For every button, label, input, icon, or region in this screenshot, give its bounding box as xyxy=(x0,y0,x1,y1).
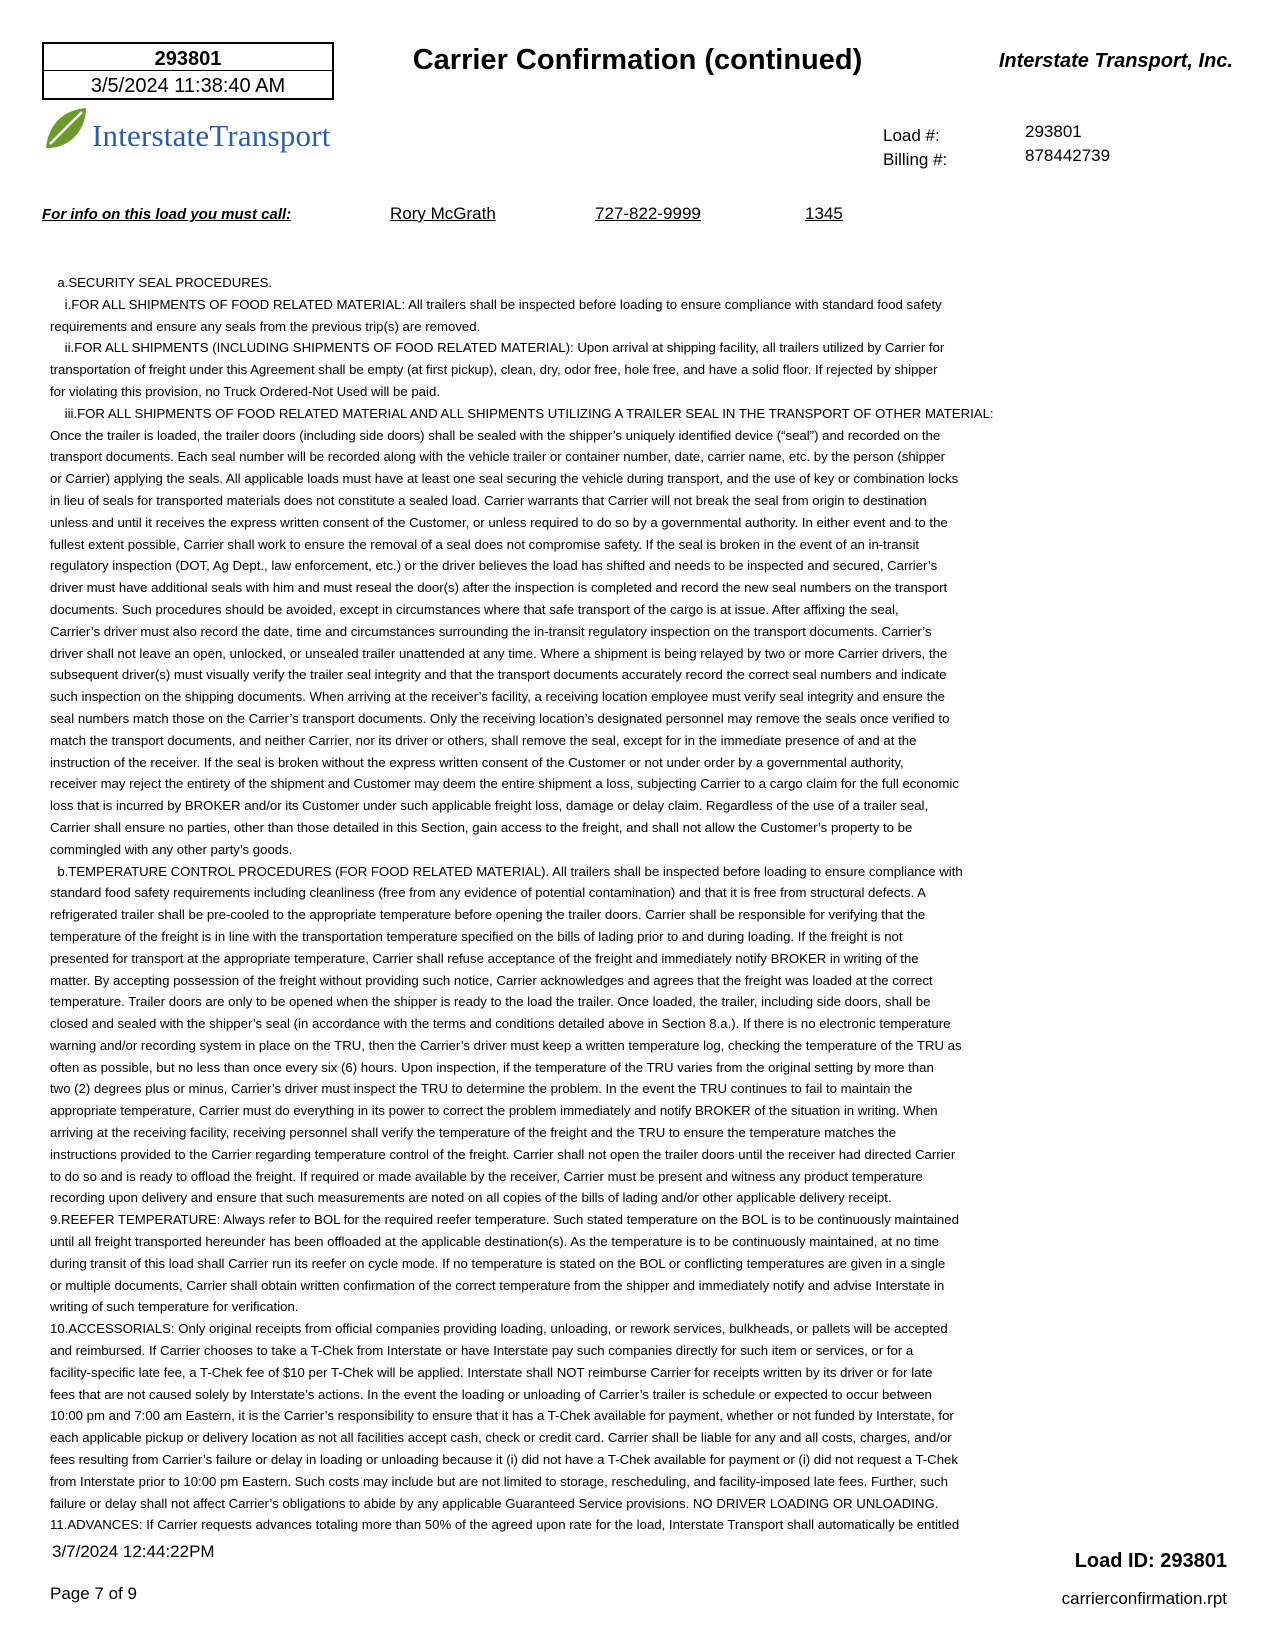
body-line: from Interstate prior to 10:00 pm Eastern. Such costs may include but are not limited to storage, rescheduling, and facility-imposed late fees. Further, such xyxy=(50,1473,948,1489)
body-line: regulatory inspection (DOT, Ag Dept., law enforcement, etc.) or the driver believes the load has shifted and needs to be inspected and secured, Carrier’s xyxy=(50,558,938,574)
body-line: such inspection on the shipping documents. When arriving at the receiver’s facility, a receiving location employee must verify seal integrity and ensure the xyxy=(50,689,946,705)
load-values xyxy=(1025,120,1110,168)
load-label: Load #: xyxy=(883,126,940,145)
billing-number: 878442739 xyxy=(1025,146,1111,165)
body-line: unless and until it receives the express written consent of the Customer, or unless required to do so by a governmental authority. In either event and to the xyxy=(50,514,948,530)
leaf-icon xyxy=(42,104,90,152)
body-line: seal numbers match those on the Carrier’s transport documents. Only the receiving location’s designated personnel may remove the seals once verified to xyxy=(50,710,950,726)
logo-word-transport: Transport xyxy=(209,118,331,153)
report-filename: carrierconfirmation.rpt xyxy=(1061,1589,1227,1608)
load-labels xyxy=(883,124,947,172)
body-line: closed and sealed with the shipper’s seal (in accordance with the terms and conditions detailed above in Section 8.a.). If there is no electronic temperature xyxy=(50,1016,951,1032)
body-line: fullest extent possible, Carrier shall work to ensure the removal of a seal does not compromise safety. If the seal is broken in the event of an in-transit xyxy=(50,536,920,552)
body-line: Once the trailer is loaded, the trailer doors (including side doors) shall be sealed with the shipper’s uniquely identified device (“seal”) and recorded on the xyxy=(50,427,941,443)
body-line: 9.REEFER TEMPERATURE: Always refer to BOL for the required reefer temperature. Such stated temperature on the BOL is to be continuously maintained xyxy=(50,1212,959,1228)
body-line: during transit of this load shall Carrier run its reefer on cycle mode. If no temperature is stated on the BOL or conflicting temperatures are given in a single xyxy=(50,1255,946,1271)
body-line: commingled with any other party’s goods. xyxy=(50,841,293,857)
body-line: in lieu of seals for transported materials does not constitute a sealed load. Carrier warrants that Carrier will not break the seal from origin to destination xyxy=(50,492,927,508)
logo-word-interstate: Interstate xyxy=(92,118,210,153)
body-line: subsequent driver(s) must visually verify the trailer seal integrity and that the transport documents accurately record the correct seal numbers and indicate xyxy=(50,667,947,683)
body-line: arriving at the receiving facility, receiving personnel shall verify the temperature of the freight and the TRU to ensure the temperature matches the xyxy=(50,1125,897,1141)
body-line: or Carrier) applying the seals. All applicable loads must have at least one seal securing the vehicle during transport, and the use of key or combination locks xyxy=(50,471,959,487)
body-line: standard food safety requirements including cleanliness (free from any evidence of potential contamination) and that it is free from structural defects. A xyxy=(50,885,926,901)
body-line: Carrier’s driver must also record the date, time and circumstances surrounding the in-transit regulatory inspection on the transport documents. Carrier’s xyxy=(50,623,932,639)
body-line: driver must have additional seals with him and must reseal the door(s) after the inspection is completed and record the new seal numbers on the transport xyxy=(50,580,948,596)
body-line: often as possible, but no less than once every six (6) hours. Upon inspection, if the temperature of the TRU varies from the original setting by more than xyxy=(50,1059,934,1075)
body-line: fees that are not caused solely by Interstate’s actions. In the event the loading or unloading of Carrier’s trailer is schedule or expected to occur between xyxy=(50,1386,932,1402)
contact-phone[interactable]: 727-822-9999 xyxy=(595,204,701,223)
body-line: presented for transport at the appropriate temperature, Carrier shall refuse acceptance of the freight and immediately notify BROKER in writing of the xyxy=(50,950,919,966)
body-line: instructions provided to the Carrier regarding temperature control of the freight. Carrier shall not open the trailer doors until the receiver had directed Carrier xyxy=(50,1146,956,1162)
body-line: driver shall not leave an open, unlocked, or unsealed trailer unattended at any time. Where a shipment is being relayed by two or more Carrier drivers, the xyxy=(50,645,948,661)
page-title: Carrier Confirmation (continued) xyxy=(412,44,863,76)
footer-load-id: Load ID: 293801 xyxy=(1074,1550,1227,1572)
print-timestamp: 3/7/2024 12:44:22PM xyxy=(52,1542,215,1561)
body-line: facility-specific late fee, a T-Chek fee of $10 per T-Chek will be applied. Interstate shall NOT reimburse Carrier for receipts written by its driver or for late xyxy=(50,1364,933,1380)
page-number: Page 7 of 9 xyxy=(50,1584,137,1603)
body-line: iii.FOR ALL SHIPMENTS OF FOOD RELATED MATERIAL AND ALL SHIPMENTS UTILIZING A TRAILER SEAL IN THE TRANSPORT OF OTHER MATERIAL: xyxy=(50,405,994,421)
contact-label: For info on this load you must call: xyxy=(42,206,292,223)
contact-name: Rory McGrath xyxy=(390,204,496,223)
company-logo xyxy=(92,118,331,154)
body-line: each applicable pickup or delivery location as not all facilities accept cash, check or credit card. Carrier shall be liable for any and all costs, charges, and/or xyxy=(50,1430,952,1446)
body-line: transportation of freight under this Agreement shall be empty (at first pickup), clean, dry, odor free, hole free, and have a solid floor. If rejected by shipper xyxy=(50,362,938,378)
body-line: until all freight transported hereunder has been offloaded at the applicable destination(s). As the temperature is to be continuously maintained, at no time xyxy=(50,1234,940,1250)
body-line: for violating this provision, no Truck Ordered-Not Used will be paid. xyxy=(50,383,440,399)
body-line: a.SECURITY SEAL PROCEDURES. xyxy=(50,275,273,290)
body-line: Carrier shall ensure no parties, other than those detailed in this Section, gain access to the freight, and shall not allow the Customer’s property to be xyxy=(50,819,913,835)
body-line: documents. Such procedures should be avoided, except in circumstances where that safe transport of the cargo is at issue. After affixing the seal, xyxy=(50,601,899,617)
body-line: recording upon delivery and ensure that such measurements are noted on all copies of the bills of lading and/or other applicable delivery receipt. xyxy=(50,1190,892,1206)
body-line: warning and/or recording system in place on the TRU, then the Carrier’s driver must keep a written temperature log, checking the temperature of the TRU as xyxy=(50,1037,962,1053)
created-timestamp: 3/5/2024 11:38:40 AM xyxy=(90,75,286,97)
body-line: ii.FOR ALL SHIPMENTS (INCLUDING SHIPMENTS OF FOOD RELATED MATERIAL): Upon arrival at shipping facility, all trailers utilized by Carrier for xyxy=(50,340,945,356)
body-line: appropriate temperature, Carrier must do everything in its power to correct the problem immediately and notify BROKER of the situation in writing. When xyxy=(50,1103,938,1119)
contact-extension: 1345 xyxy=(805,204,843,223)
body-line: or multiple documents, Carrier shall obtain written confirmation of the correct temperature from the shipper and immediately notify and advise Interstate in xyxy=(50,1277,945,1293)
body-line: refrigerated trailer shall be pre-cooled to the appropriate temperature before opening the trailer doors. Carrier shall be responsible for verifying that the xyxy=(50,907,926,923)
terms-body xyxy=(50,272,1160,1536)
load-id-number: 293801 xyxy=(44,44,332,71)
company-name: Interstate Transport, Inc. xyxy=(998,50,1233,72)
body-line: fees resulting from Carrier’s failure or delay in loading or unloading because it (i) did not have a T-Chek available for payment or (i) did not request a T-Chek xyxy=(50,1452,958,1468)
billing-label: Billing #: xyxy=(883,150,948,169)
body-line: two (2) degrees plus or minus, Carrier’s driver must inspect the TRU to determine the problem. In the event the TRU continues to fail to maintain the xyxy=(50,1081,913,1097)
body-line: requirements and ensure any seals from the previous trip(s) are removed. xyxy=(50,318,481,334)
body-line: writing of such temperature for verification. xyxy=(50,1299,299,1315)
body-line: temperature. Trailer doors are only to be opened when the shipper is ready to the load the trailer. Once loaded, the trailer, including side doors, shall be xyxy=(50,994,931,1010)
load-number: 293801 xyxy=(1025,122,1082,141)
body-line: instruction of the receiver. If the seal is broken without the express written consent of the Customer or not under order by a governmental authority, xyxy=(50,754,904,770)
body-line: 11.ADVANCES: If Carrier requests advances totaling more than 50% of the agreed upon rate for the load, Interstate Transport shall automatically be entitled xyxy=(50,1517,960,1533)
body-line: failure or delay shall not affect Carrier’s obligations to abide by any applicable Guaranteed Service provisions. NO DRIVER LOADING OR UNLOADING. xyxy=(50,1495,939,1511)
body-line: and reimbursed. If Carrier chooses to take a T-Chek from Interstate or have Interstate pay such companies directly for such item or services, or for a xyxy=(50,1343,914,1359)
body-line: b.TEMPERATURE CONTROL PROCEDURES (FOR FOOD RELATED MATERIAL). All trailers shall be inspected before loading to ensure compliance with xyxy=(50,863,963,879)
body-line: 10.ACCESSORIALS: Only original receipts from official companies providing loading, unloading, or rework services, bulkheads, or pallets will be accepted xyxy=(50,1321,948,1337)
body-line: match the transport documents, and neither Carrier, nor its driver or others, shall remove the seal, except for in the immediate presence of and at the xyxy=(50,732,917,748)
body-line: 10:00 pm and 7:00 am Eastern, it is the Carrier’s responsibility to ensure that it has a T-Chek available for payment, whether or not funded by Interstate, for xyxy=(50,1408,954,1424)
body-line: temperature of the freight is in line with the transportation temperature specified on the bills of lading prior to and during loading. If the freight is not xyxy=(50,928,903,944)
body-line: transport documents. Each seal number will be recorded along with the vehicle trailer or container number, date, carrier name, etc. by the person (shipper xyxy=(50,449,946,465)
body-line: receiver may reject the entirety of the shipment and Customer may deem the entire shipment a loss, subjecting Carrier to a cargo claim for the full economic xyxy=(50,776,959,792)
body-line: loss that is incurred by BROKER and/or its Customer under such applicable freight loss, damage or delay claim. Regardless of the use of a trailer seal, xyxy=(50,798,929,814)
body-line: i.FOR ALL SHIPMENTS OF FOOD RELATED MATERIAL: All trailers shall be inspected before loading to ensure compliance with standard food safety xyxy=(50,296,942,312)
body-line: matter. By accepting possession of the freight without providing such notice, Carrier acknowledges and agrees that the freight was loaded at the correct xyxy=(50,972,933,988)
body-line: to do so and is ready to offload the freight. If required or made available by the receiver, Carrier must be present and witness any product temperature xyxy=(50,1168,923,1184)
